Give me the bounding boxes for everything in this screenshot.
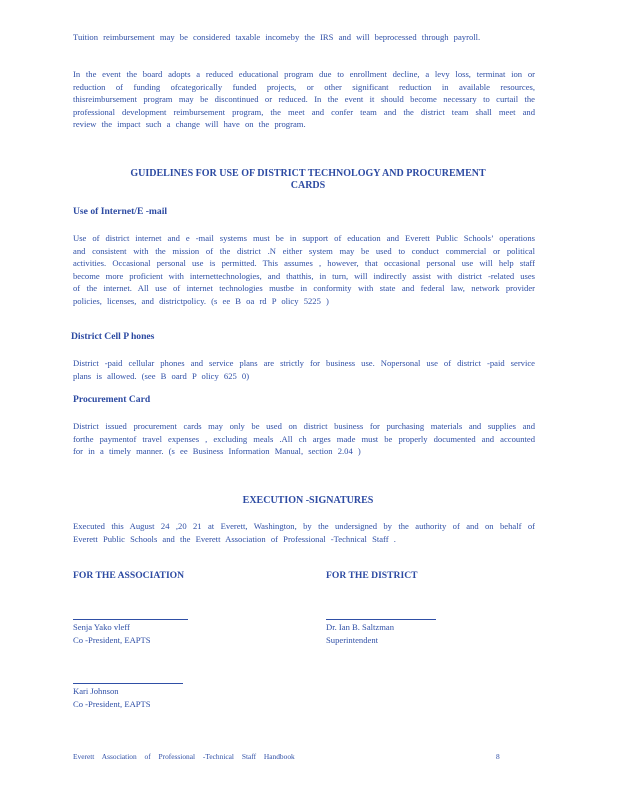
procurement-heading: Procurement Card: [73, 394, 151, 405]
guidelines-title-line2: CARDS: [290, 180, 326, 191]
signature-line-association-2: [73, 683, 183, 684]
signature-block-2: [326, 621, 394, 646]
signature-line-district: [326, 619, 436, 620]
district-heading: FOR THE DISTRICT: [326, 570, 418, 581]
tuition-paragraph: Tuition reimbursement may be considered taxable incomeby the IRS and will beprocessed through payroll.: [73, 32, 481, 42]
signer-name: Senja Yako vleff: [73, 622, 130, 632]
page-number: 8: [496, 752, 500, 761]
signer-name: Kari Johnson: [73, 686, 119, 696]
cell-phones-heading: District Cell P hones: [71, 331, 155, 342]
internet-paragraph: Use of district internet and e -mail systems must be in support of education and Everett Public Schools’ operations and consistent with the mission of the district .N either system may be used to conduct commercial or political activities. Occasional personal use is permitted. This assumes , however, that occasional personal use will help staff become more proficient with internettechnologies, and thatthis, in turn, will indirectly assist with district -related uses of the internet. All use of internet technologies mustbe in conformity with state and federal law, network provider policies, licenses, and districtpolicy. (s ee B oa rd P olicy 5225 ): [73, 233, 535, 306]
guidelines-title: [73, 168, 543, 192]
signer-title: Co -President, EAPTS: [73, 634, 151, 645]
signature-line-association-1: [73, 619, 188, 620]
association-heading: FOR THE ASSOCIATION: [73, 570, 185, 581]
signer-title: Co -President, EAPTS: [73, 698, 151, 709]
footer-text: Everett Association of Professional -Technical Staff Handbook: [73, 752, 295, 761]
signature-block-3: [73, 685, 151, 710]
guidelines-title-line1: GUIDELINES FOR USE OF DISTRICT TECHNOLOGY AND PROCUREMENT: [130, 168, 486, 179]
execution-paragraph: Executed this August 24 ,20 21 at Everett, Washington, by the undersigned by the authority of and on behalf of Everett Public Schools and the Everett Association of Professional -Technical Staff .: [73, 521, 535, 544]
cell-phones-paragraph: District -paid cellular phones and service plans are strictly for business use. Nopersonal use of district -paid service plans is allowed. (see B oard P olicy 625 0): [73, 358, 535, 381]
execution-title: EXECUTION -SIGNATURES: [242, 495, 374, 506]
internet-heading: Use of Internet/E -mail: [73, 206, 168, 217]
signer-title: Superintendent: [326, 634, 379, 645]
procurement-paragraph: District issued procurement cards may only be used on district business for purchasing materials and supplies and forthe paymentof travel expenses , excluding meals .All ch arges made must be properly documented and accounted for in a timely manner. (s ee Business Information Manual, section 2.04 ): [73, 421, 535, 456]
signer-name: Dr. Ian B. Saltzman: [326, 622, 395, 632]
board-event-paragraph: In the event the board adopts a reduced educational program due to enrollment decline, a levy loss, terminat ion or reduction of funding ofcategorically funded projects, or other significant reduction in available resources, thisreimbursement program may be discontinued or reduced. In the event it should become necessary to curtail the professional development reimbursement program, the meet and confer team and the district team shall meet and review the impact such a change will have on the program.: [73, 69, 535, 129]
signature-block-1: [73, 621, 151, 646]
